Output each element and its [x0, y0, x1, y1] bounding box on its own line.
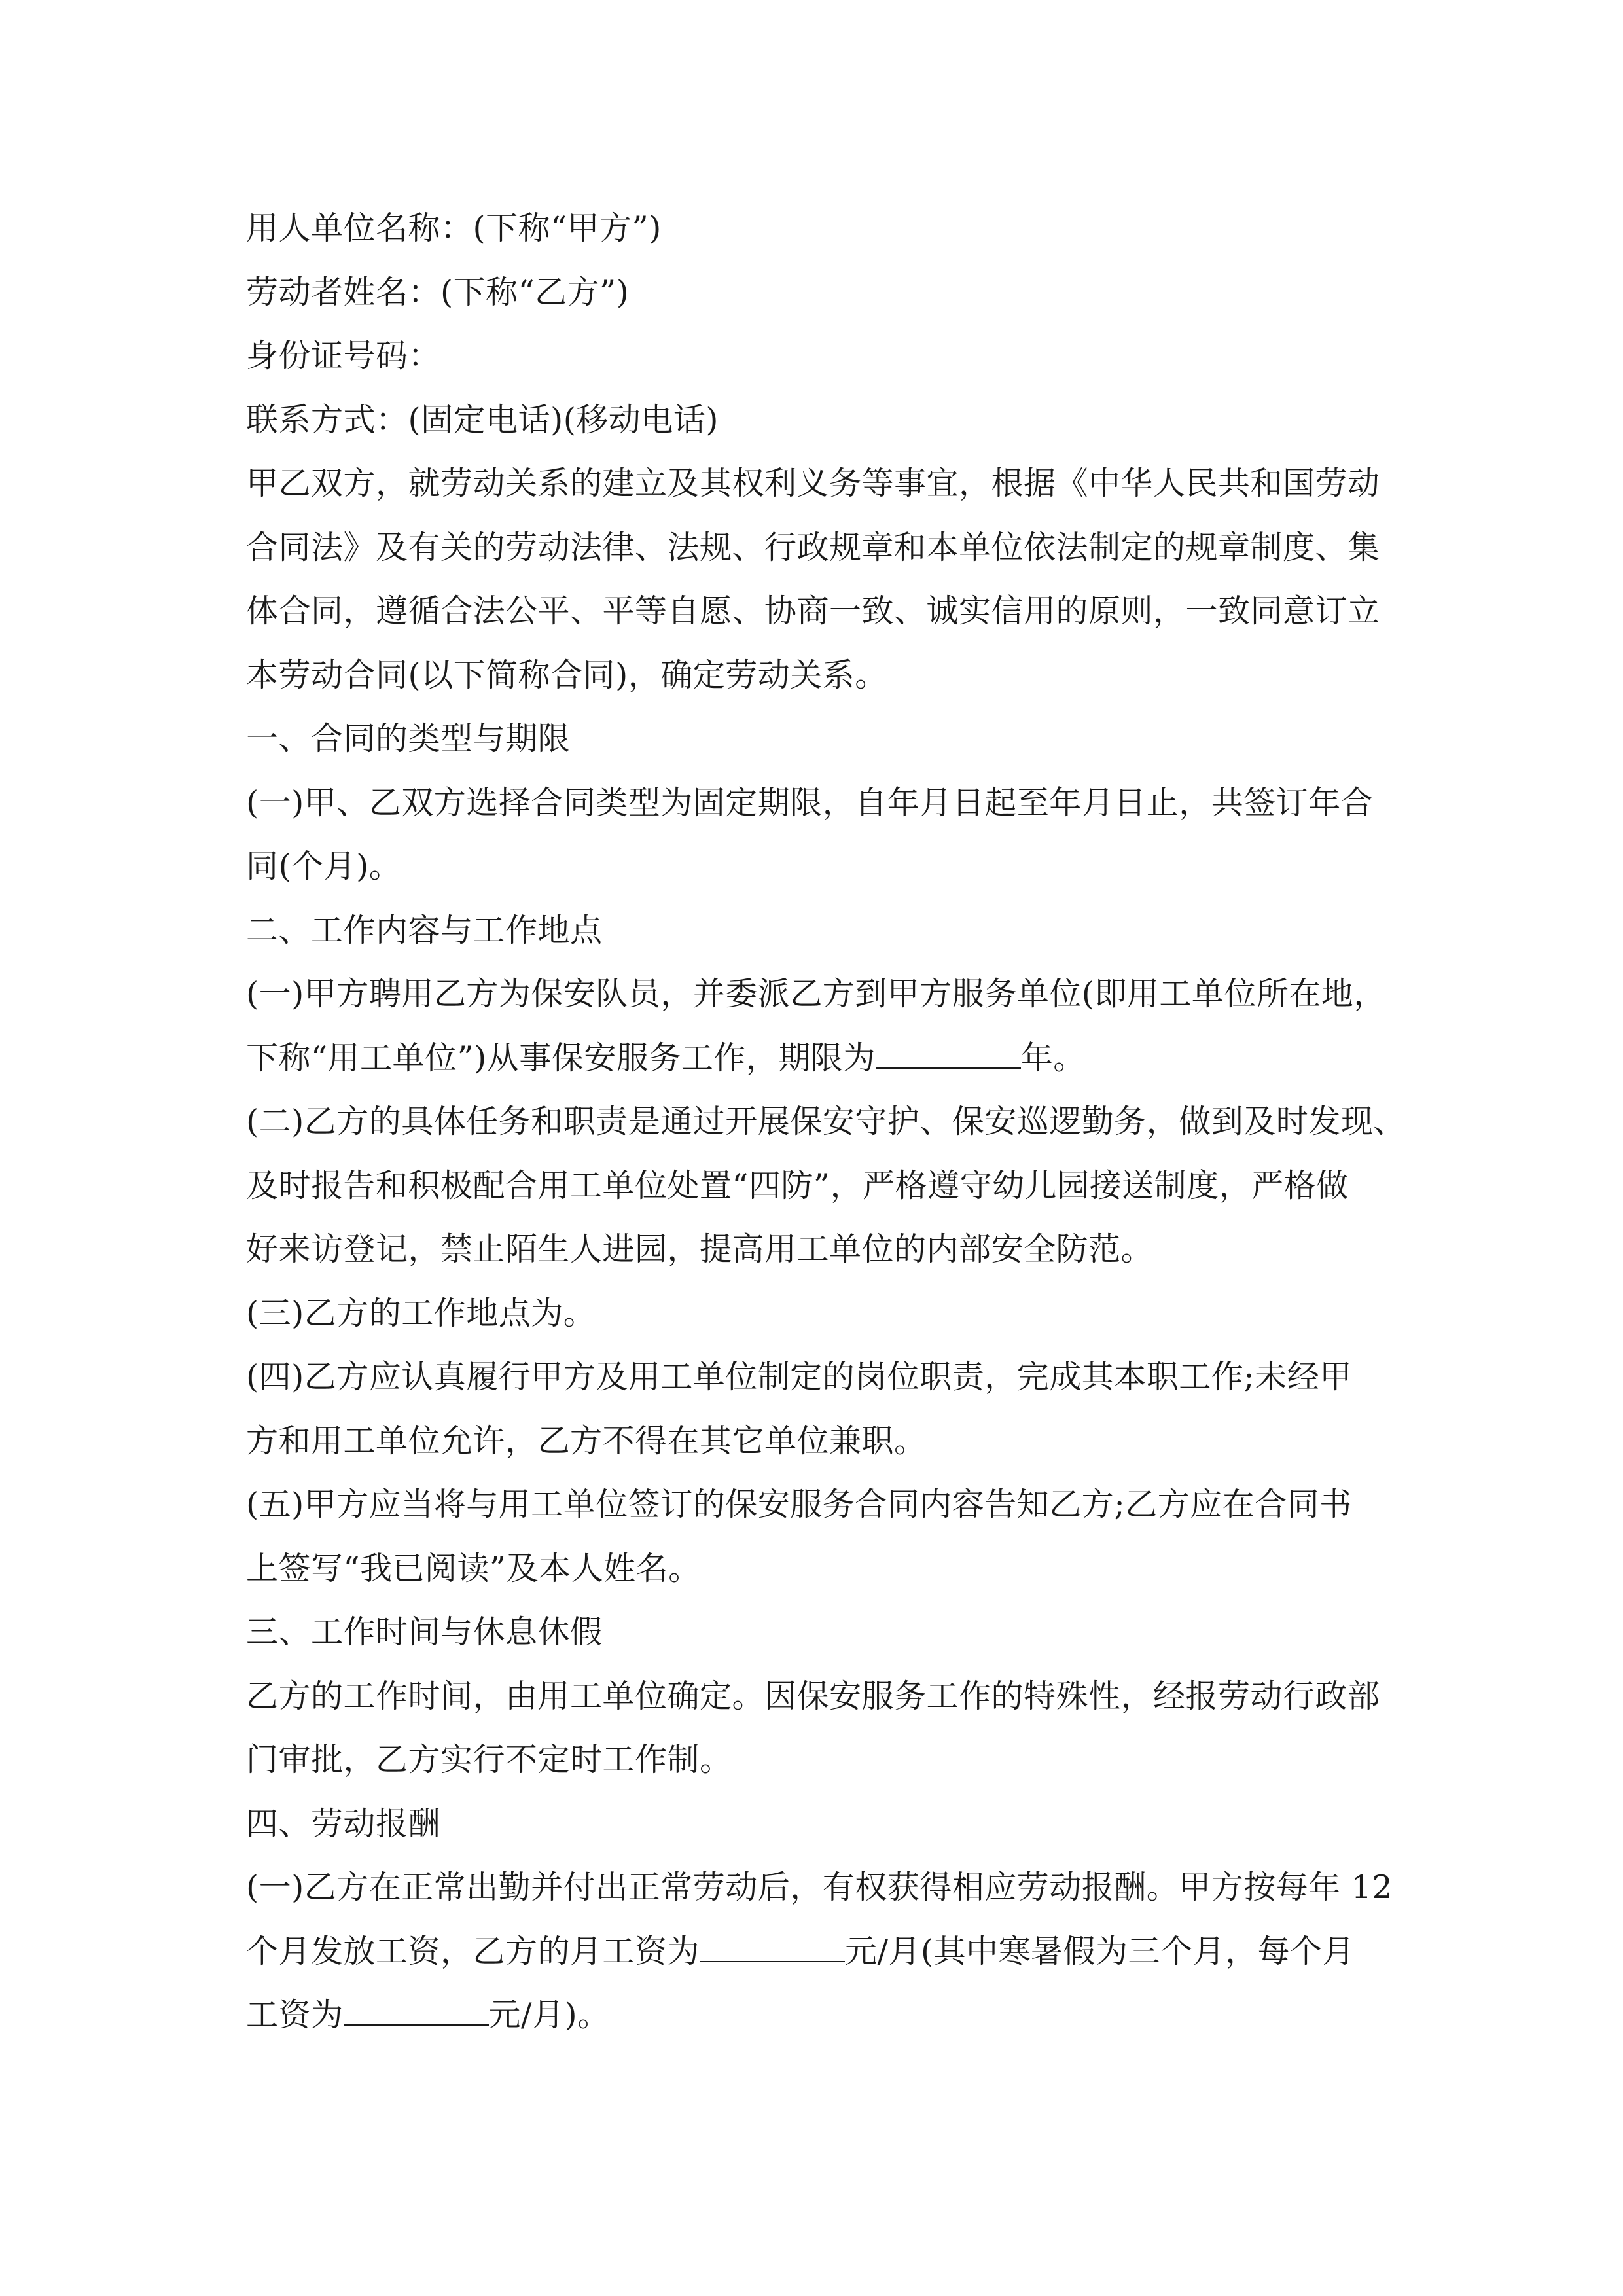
monthly-wage-blank	[700, 1935, 845, 1962]
section-1-clause-1-line-2: 同(个月)。	[246, 848, 402, 885]
section-3-body-line-1: 乙方的工作时间，由用工单位确定。因保安服务工作的特殊性，经报劳动行政部	[246, 1677, 1380, 1715]
contact-line: 联系方式：(固定电话)(移动电话)	[246, 401, 719, 439]
term-years-blank	[876, 1041, 1021, 1069]
preamble-line-2: 合同法》及有关的劳动法律、法规、行政规章和本单位依法制定的规章制度、集	[246, 528, 1380, 566]
preamble-line-3: 体合同，遵循合法公平、平等自愿、协商一致、诚实信用的原则，一致同意订立	[246, 592, 1380, 630]
section-2-clause-4-line-1: (四)乙方应认真履行甲方及用工单位制定的岗位职责，完成其本职工作;未经甲	[246, 1358, 1352, 1395]
id-number-line: 身份证号码：	[246, 337, 441, 374]
section-2-clause-2-line-1: (二)乙方的具体任务和职责是通过开展保安守护、保安巡逻勤务，做到及时发现、	[246, 1103, 1406, 1140]
monthly-wage-text: 个月发放工资，乙方的月工资为	[246, 1932, 700, 1970]
employer-name-line: 用人单位名称：(下称“甲方”)	[246, 209, 662, 247]
section-2-heading: 二、工作内容与工作地点	[246, 911, 603, 949]
vacation-wage-text: 工资为	[246, 1996, 344, 2034]
contract-page	[246, 196, 1406, 2047]
section-1-clause-1-line-1: (一)甲、乙双方选择合同类型为固定期限，自年月日起至年月日止，共签订年合	[246, 783, 1374, 821]
section-4-clause-1-line-1: (一)乙方在正常出勤并付出正常劳动后，有权获得相应劳动报酬。甲方按每年 12	[246, 1869, 1393, 1906]
section-1-heading: 一、合同的类型与期限	[246, 720, 571, 757]
section-2-clause-5-line-2: 上签写“我已阅读”及本人姓名。	[246, 1549, 701, 1587]
section-4-clause-1-line-3	[246, 1983, 1385, 2047]
preamble-line-1: 甲乙双方，就劳动关系的建立及其权利义务等事宜，根据《中华人民共和国劳动	[246, 465, 1380, 502]
employee-name-line: 劳动者姓名：(下称“乙方”)	[246, 273, 630, 311]
section-2-clause-2-line-2: 及时报告和积极配合用工单位处置“四防”，严格遵守幼儿园接送制度，严格做	[246, 1166, 1349, 1204]
section-2-clause-3: (三)乙方的工作地点为。	[246, 1294, 596, 1332]
section-2-clause-2-line-3: 好来访登记，禁止陌生人进园，提高用工单位的内部安全防范。	[246, 1230, 1154, 1268]
section-2-clause-4-line-2: 方和用工单位允许，乙方不得在其它单位兼职。	[246, 1422, 927, 1460]
term-text: 下称“用工单位”)从事保安服务工作，期限为	[246, 1039, 876, 1077]
section-4-heading: 四、劳动报酬	[246, 1804, 441, 1842]
section-2-clause-1-line-1: (一)甲方聘用乙方为保安队员，并委派乙方到甲方服务单位(即用工单位所在地，	[246, 975, 1386, 1013]
term-unit: 年。	[1020, 1039, 1086, 1077]
vacation-wage-unit: 元/月)。	[488, 1996, 610, 2034]
section-4-clause-1-line-2	[246, 1920, 1385, 1984]
section-3-body-line-2: 门审批，乙方实行不定时工作制。	[246, 1741, 732, 1778]
vacation-wage-blank	[344, 1998, 489, 2026]
preamble-line-4: 本劳动合同(以下简称合同)，确定劳动关系。	[246, 656, 887, 694]
section-2-clause-5-line-1: (五)甲方应当将与用工单位签订的保安服务合同内容告知乙方;乙方应在合同书	[246, 1486, 1352, 1523]
section-2-clause-1-line-2	[246, 1026, 1385, 1090]
section-3-heading: 三、工作时间与休息休假	[246, 1613, 603, 1651]
monthly-wage-unit: 元/月(其中寒暑假为三个月，每个月	[845, 1932, 1355, 1970]
